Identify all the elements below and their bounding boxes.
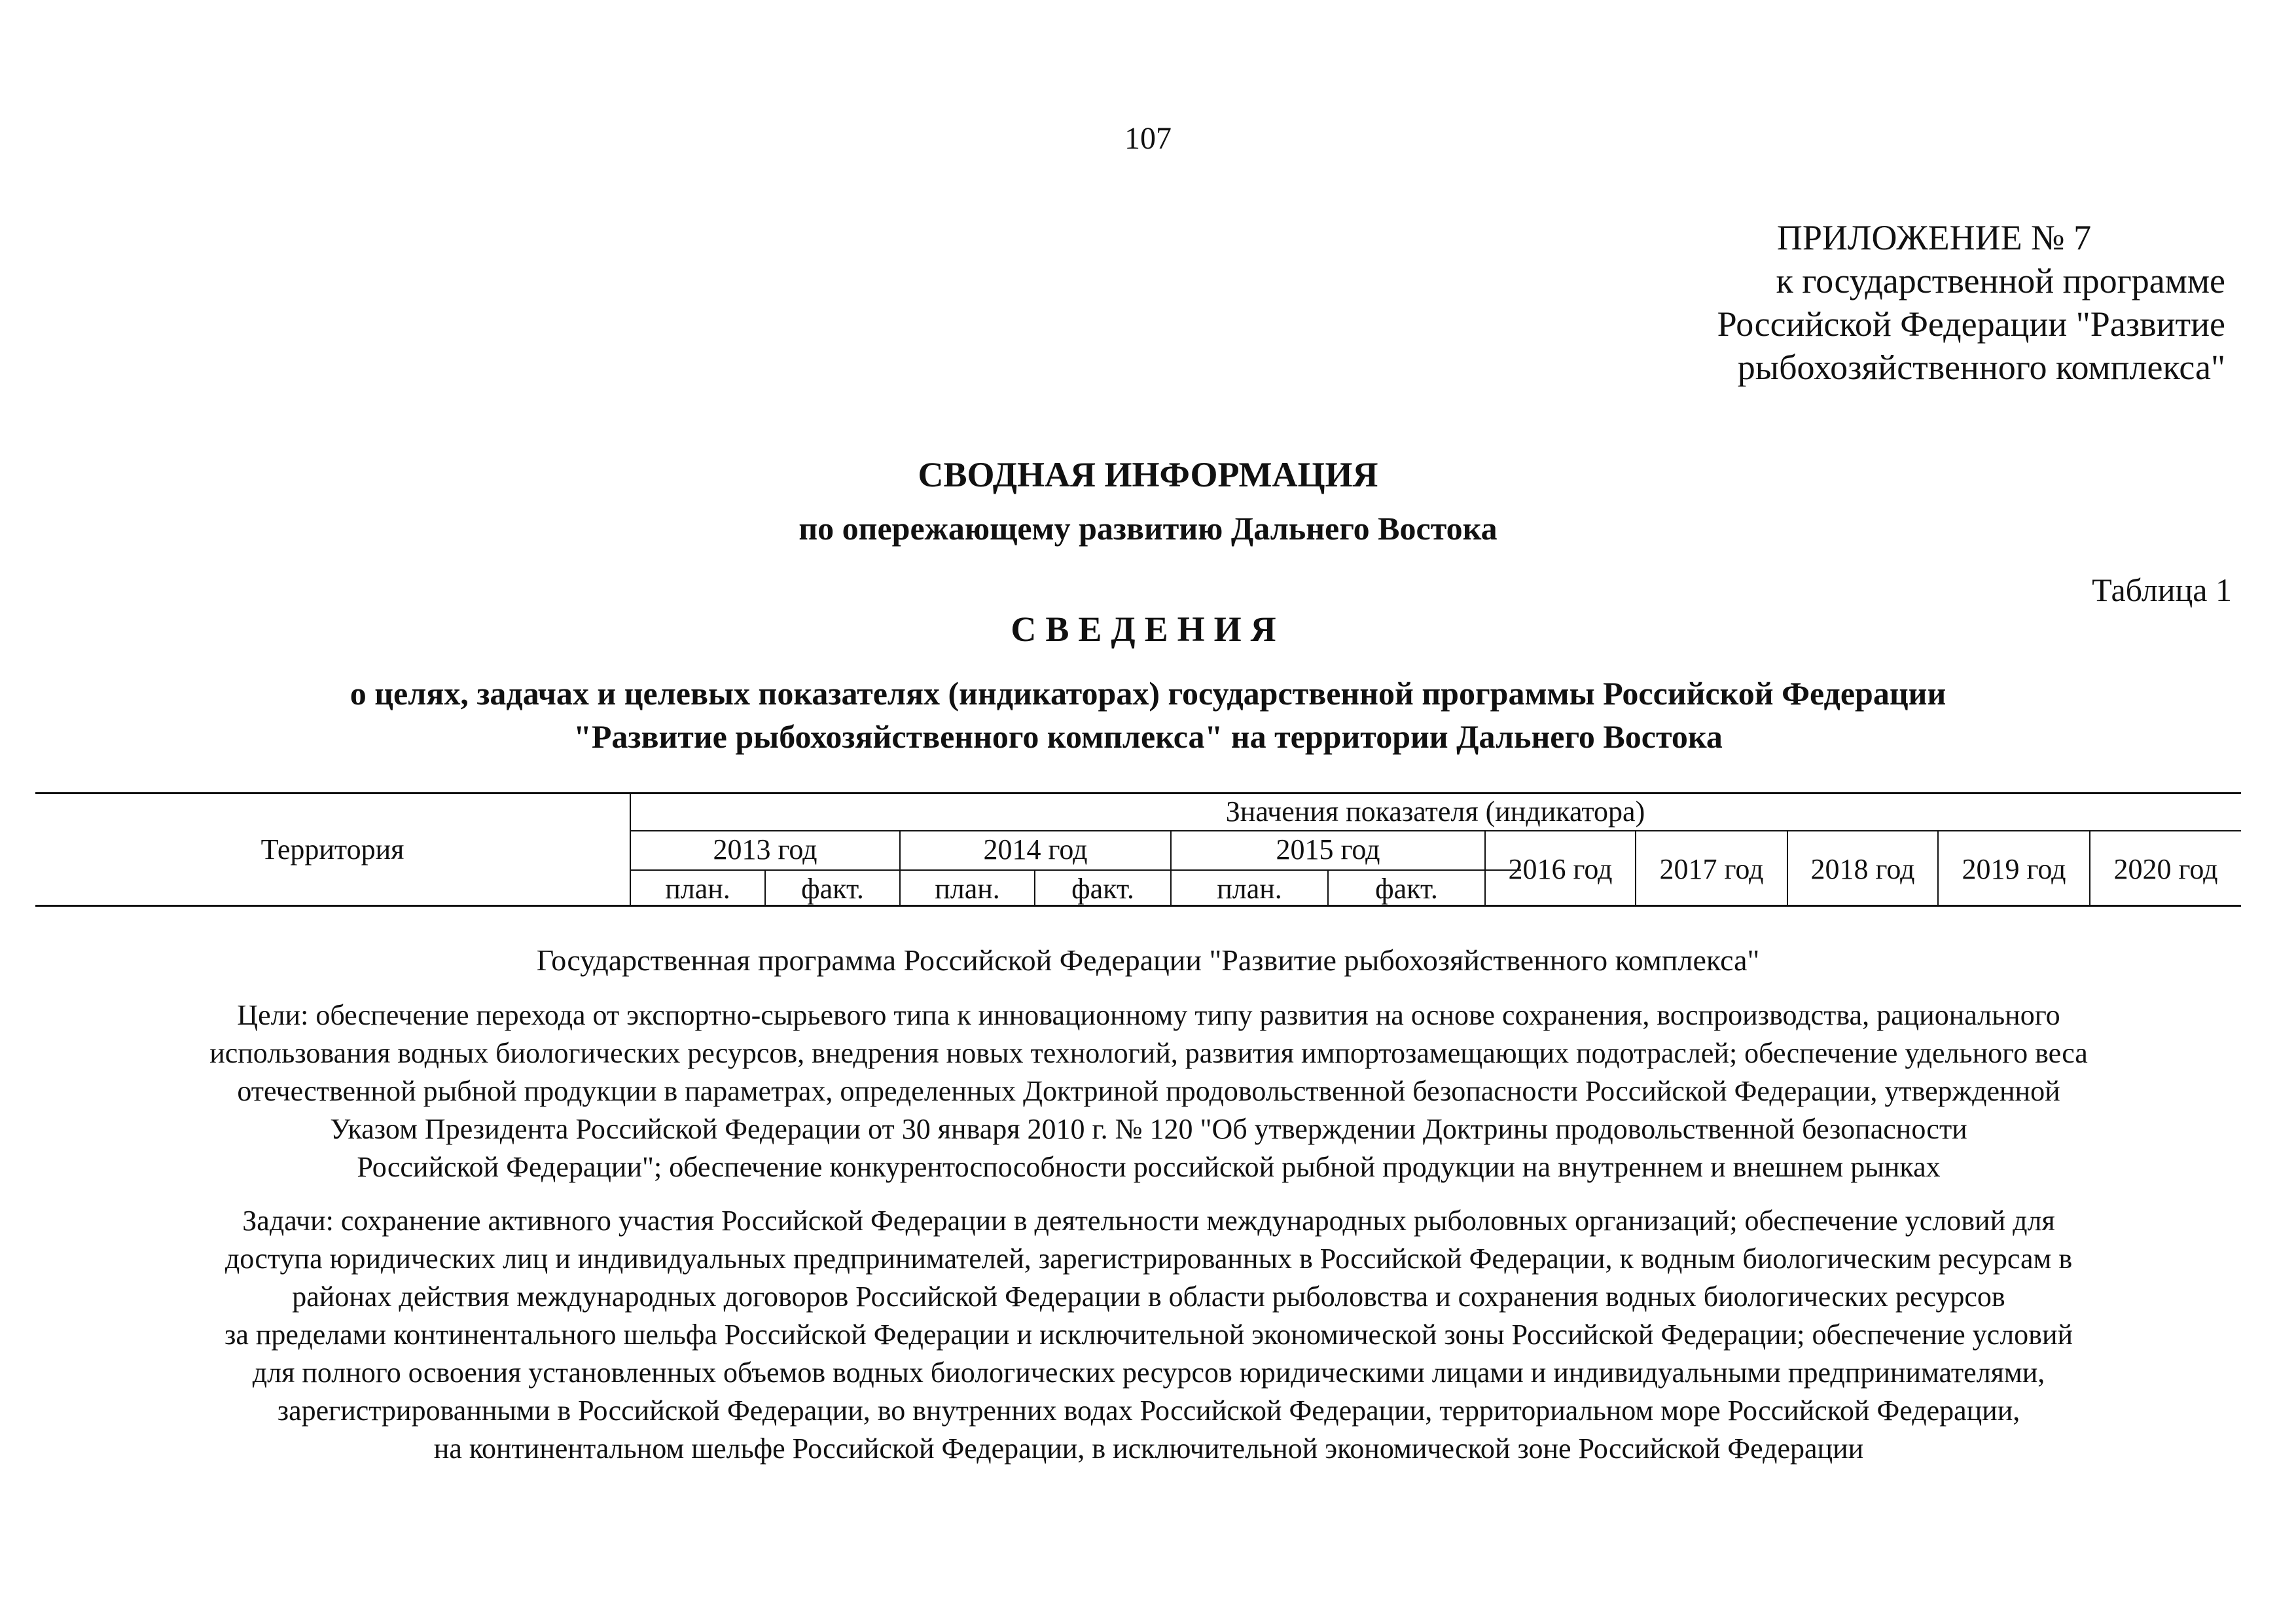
appendix-title: ПРИЛОЖЕНИЕ № 7 xyxy=(1776,218,2092,257)
goals-line: Российской Федерации"; обеспечение конкурентоспособности российской рыбной продукции на внутреннем и внешнем рынках xyxy=(357,1151,1941,1183)
goals-line: использования водных биологических ресурсов, внедрения новых технологий, развития импортозамещающих подотраслей; обеспечение удельного веса xyxy=(209,1037,2088,1069)
tasks-line: для полного освоения установленных объемов водных биологических ресурсов юридическими лицами и индивидуальными предпринимателями, xyxy=(252,1357,2045,1389)
summary-title: СВОДНАЯ ИНФОРМАЦИЯ xyxy=(918,455,1378,494)
tasks-line: доступа юридических лиц и индивидуальных предпринимателей, зарегистрированных в Российской Федерации, к водным биологическим ресурсам в xyxy=(224,1243,2073,1275)
tasks-line: на континентальном шельфе Российской Федерации, в исключительной экономической зоне Российской Федерации xyxy=(433,1432,1864,1465)
program-title: Государственная программа Российской Федерации "Развитие рыбохозяйственного комплекса" xyxy=(536,943,1760,977)
header-fact: факт. xyxy=(1375,873,1438,905)
table-number-label: Таблица 1 xyxy=(2092,572,2232,608)
tasks-line: районах действия международных договоров Российской Федерации в области рыболовства и сохранения водных биологических ресурсов xyxy=(292,1281,2005,1313)
header-year: 2017 год xyxy=(1659,853,1764,885)
tasks-line: зарегистрированными в Российской Федерации, во внутренних водах Российской Федерации, территориальном море Российской Федерации, xyxy=(277,1395,2020,1427)
header-year: 2016 год xyxy=(1508,853,1613,885)
header-plan: план. xyxy=(665,873,730,905)
page-number: 107 xyxy=(1124,121,1172,156)
table-rule xyxy=(630,830,2241,831)
appendix-line: рыбохозяйственного комплекса" xyxy=(1737,348,2225,387)
header-year: 2020 год xyxy=(2113,853,2218,885)
header-year: 2014 год xyxy=(983,833,1088,866)
header-year: 2013 год xyxy=(713,833,817,866)
header-fact: факт. xyxy=(1071,873,1134,905)
header-plan: план. xyxy=(1217,873,1282,905)
svedenia-subtitle-line: о целях, задачах и целевых показателях (индикаторах) государственной программы Российской Федерации xyxy=(350,675,1946,712)
goals-line: Цели: обеспечение перехода от экспортно-сырьевого типа к инновационному типу развития на основе сохранения, воспроизводства, рационального xyxy=(237,999,2060,1031)
header-indicator-values: Значения показателя (индикатора) xyxy=(1225,795,1645,828)
summary-subtitle: по опережающему развитию Дальнего Востока xyxy=(798,510,1498,547)
tasks-paragraph xyxy=(72,1202,2225,1468)
table-rule xyxy=(630,869,1521,871)
header-territory: Территория xyxy=(260,833,404,866)
goals-line: Указом Президента Российской Федерации от 30 января 2010 г. № 120 "Об утверждении Доктрины продовольственной безопасности xyxy=(330,1113,1967,1145)
header-year: 2019 год xyxy=(1962,853,2066,885)
goals-line: отечественной рыбной продукции в параметрах, определенных Доктриной продовольственной безопасности Российской Федерации, утвержденной xyxy=(237,1075,2060,1107)
table-rule xyxy=(35,792,2241,794)
svedenia-subtitle xyxy=(0,672,2296,758)
header-year: 2015 год xyxy=(1276,833,1380,866)
header-plan: план. xyxy=(935,873,1000,905)
svedenia-subtitle-line: "Развитие рыбохозяйственного комплекса" на территории Дальнего Востока xyxy=(573,718,1723,755)
header-fact: факт. xyxy=(801,873,864,905)
appendix-line: к государственной программе xyxy=(1776,261,2225,301)
appendix-line: Российской Федерации "Развитие xyxy=(1717,304,2225,344)
indicator-table-header xyxy=(35,792,2241,907)
appendix-block xyxy=(1558,216,2225,389)
tasks-line: за пределами континентального шельфа Российской Федерации и исключительной экономической зоны Российской Федерации; обеспечение условий xyxy=(224,1319,2073,1351)
tasks-line: Задачи: сохранение активного участия Российской Федерации в деятельности международных рыболовных организаций; обеспечение условий для xyxy=(242,1205,2055,1237)
svedenia-title: СВЕДЕНИЯ xyxy=(1011,610,1285,649)
goals-paragraph xyxy=(72,996,2225,1186)
header-year: 2018 год xyxy=(1810,853,1915,885)
